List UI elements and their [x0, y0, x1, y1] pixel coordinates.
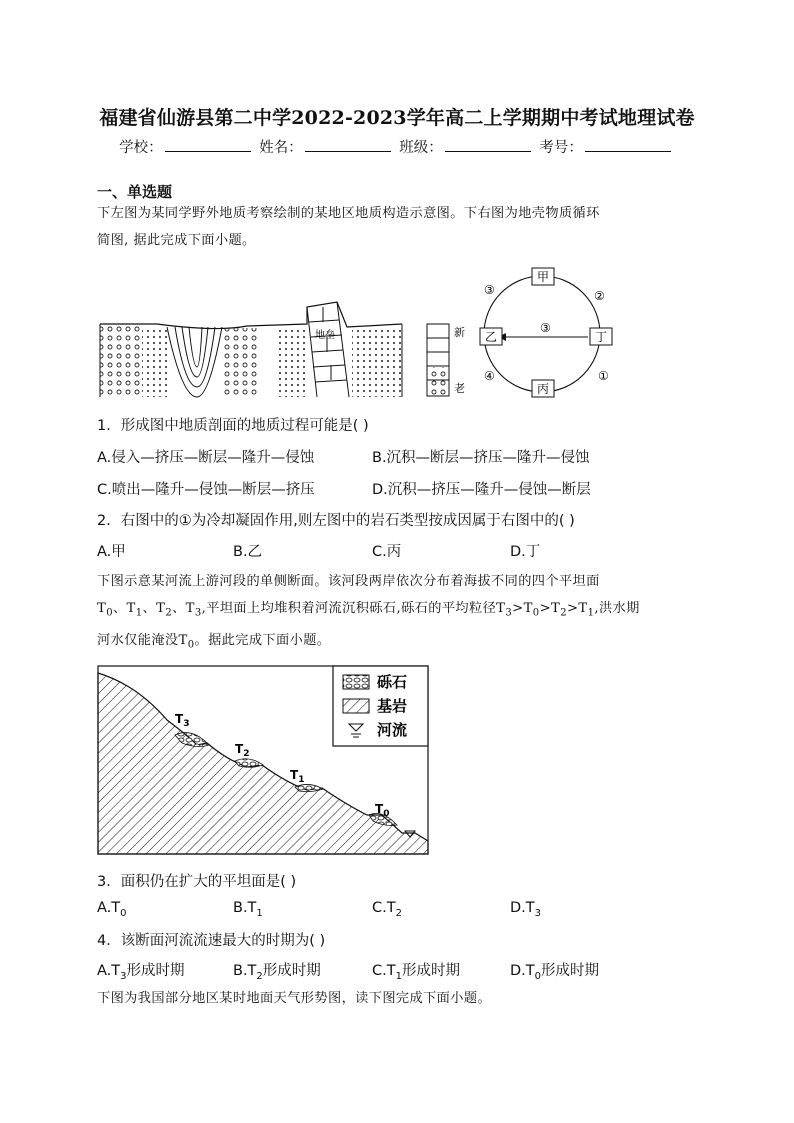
arrow-label-3a: ③	[484, 283, 495, 297]
q2-option-c[interactable]: C.丙	[372, 544, 402, 560]
q4-option-b[interactable]: $B.T_2$形成时期	[233, 963, 321, 982]
legend-river: 河流	[377, 721, 408, 739]
q1-option-b[interactable]: B.沉积—断层—挤压—隆升—侵蚀	[372, 450, 590, 466]
q4-option-d[interactable]: $D.T_0$形成时期	[510, 963, 600, 982]
class-blank[interactable]	[445, 139, 531, 152]
question-2-stem: 2．右图中的①为冷却凝固作用,则左图中的岩石类型按成因属于右图中的( )	[97, 513, 575, 529]
terrace-label-t3: $T_3$	[175, 712, 190, 729]
intro2-line3: 河水仅能淹没$T_0$。据此完成下面小题。	[97, 632, 331, 651]
q1-option-c[interactable]: C.喷出—隆升—侵蚀—断层—挤压	[97, 482, 315, 498]
node-yi: 乙	[485, 330, 498, 344]
intro-paragraph-3: 下图为我国部分地区某时地面天气形势图，读下图完成下面小题。	[97, 991, 492, 1006]
number-blank[interactable]	[585, 139, 671, 152]
intro1-line2: 简图, 据此完成下面小题。	[97, 233, 256, 248]
arrow-label-3b: ③	[540, 321, 551, 335]
figure2-legend	[333, 666, 428, 746]
section-heading: 一、单选题	[97, 183, 173, 201]
q1-option-a[interactable]: A.侵入—挤压—断层—隆升—侵蚀	[97, 450, 315, 466]
q2-option-d[interactable]: D.丁	[510, 544, 541, 560]
intro-paragraph-1	[97, 200, 707, 254]
question-4-stem: 4．该断面河流流速最大的时期为( )	[97, 933, 326, 949]
q4-option-c[interactable]: $C.T_1$形成时期	[372, 963, 460, 982]
terrace-label-t0: $T_0$	[375, 802, 390, 819]
name-label: 姓名：	[259, 140, 303, 156]
geologic-profile-figure	[97, 262, 497, 402]
name-blank[interactable]	[305, 139, 391, 152]
q1-option-d[interactable]: D.沉积—挤压—隆升—侵蚀—断层	[372, 482, 591, 498]
legend-old-label: 老	[454, 382, 465, 395]
page-title: 福建省仙游县第二中学2022-2023学年高二上学期期中考试地理试卷	[99, 107, 695, 129]
intro2-line2: $T_0$、$T_1$、$T_2$、$T_3$,平坦面上均堆积着河流沉积砾石,砾石的平均粒径$T_3>T_0>T_2>T_1$,洪水期	[97, 601, 640, 619]
legend-new-label: 新	[454, 326, 465, 339]
q3-option-b[interactable]: $B.T_1$	[233, 900, 263, 919]
q2-option-a[interactable]: A.甲	[97, 544, 126, 560]
terrace-label-t1: $T_1$	[290, 768, 305, 785]
intro-paragraph-2	[97, 568, 707, 658]
q3-option-a[interactable]: $A.T_0$	[97, 900, 127, 919]
question-3-stem: 3．面积仍在扩大的平坦面是( )	[97, 874, 297, 890]
river-terrace-figure	[97, 665, 429, 855]
question-1-stem: 1．形成图中地质剖面的地质过程可能是( )	[97, 418, 369, 434]
rock-cycle-figure	[470, 262, 620, 402]
class-label: 班级：	[399, 140, 443, 156]
q3-option-d[interactable]: $D.T_3$	[510, 900, 542, 919]
arrow-label-2: ②	[594, 289, 605, 303]
number-label: 考号：	[539, 140, 583, 156]
node-jia: 甲	[537, 270, 550, 284]
node-ding: 丁	[595, 330, 608, 344]
intro1-line1: 下左图为某同学野外地质考察绘制的某地区地质构造示意图。下右图为地壳物质循环	[97, 206, 600, 221]
q4-option-a[interactable]: $A.T_3$形成时期	[97, 963, 185, 982]
school-blank[interactable]	[165, 139, 251, 152]
student-info-line	[0, 136, 794, 157]
school-label: 学校：	[119, 140, 163, 156]
q2-option-b[interactable]: B.乙	[233, 544, 263, 560]
q3-option-c[interactable]: $C.T_2$	[372, 900, 402, 919]
arrow-label-4: ④	[484, 369, 495, 383]
stratigraphic-legend	[427, 324, 465, 396]
uplift-label: 地垒	[315, 330, 335, 341]
terrace-label-t2: $T_2$	[235, 742, 250, 759]
legend-gravel: 砾石	[377, 673, 408, 691]
legend-bedrock: 基岩	[377, 697, 408, 715]
intro2-line1: 下图示意某河流上游河段的单侧断面。该河段两岸依次分布着海拔不同的四个平坦面	[97, 574, 600, 589]
arrow-label-1: ①	[598, 369, 609, 383]
node-bing: 丙	[537, 382, 550, 396]
